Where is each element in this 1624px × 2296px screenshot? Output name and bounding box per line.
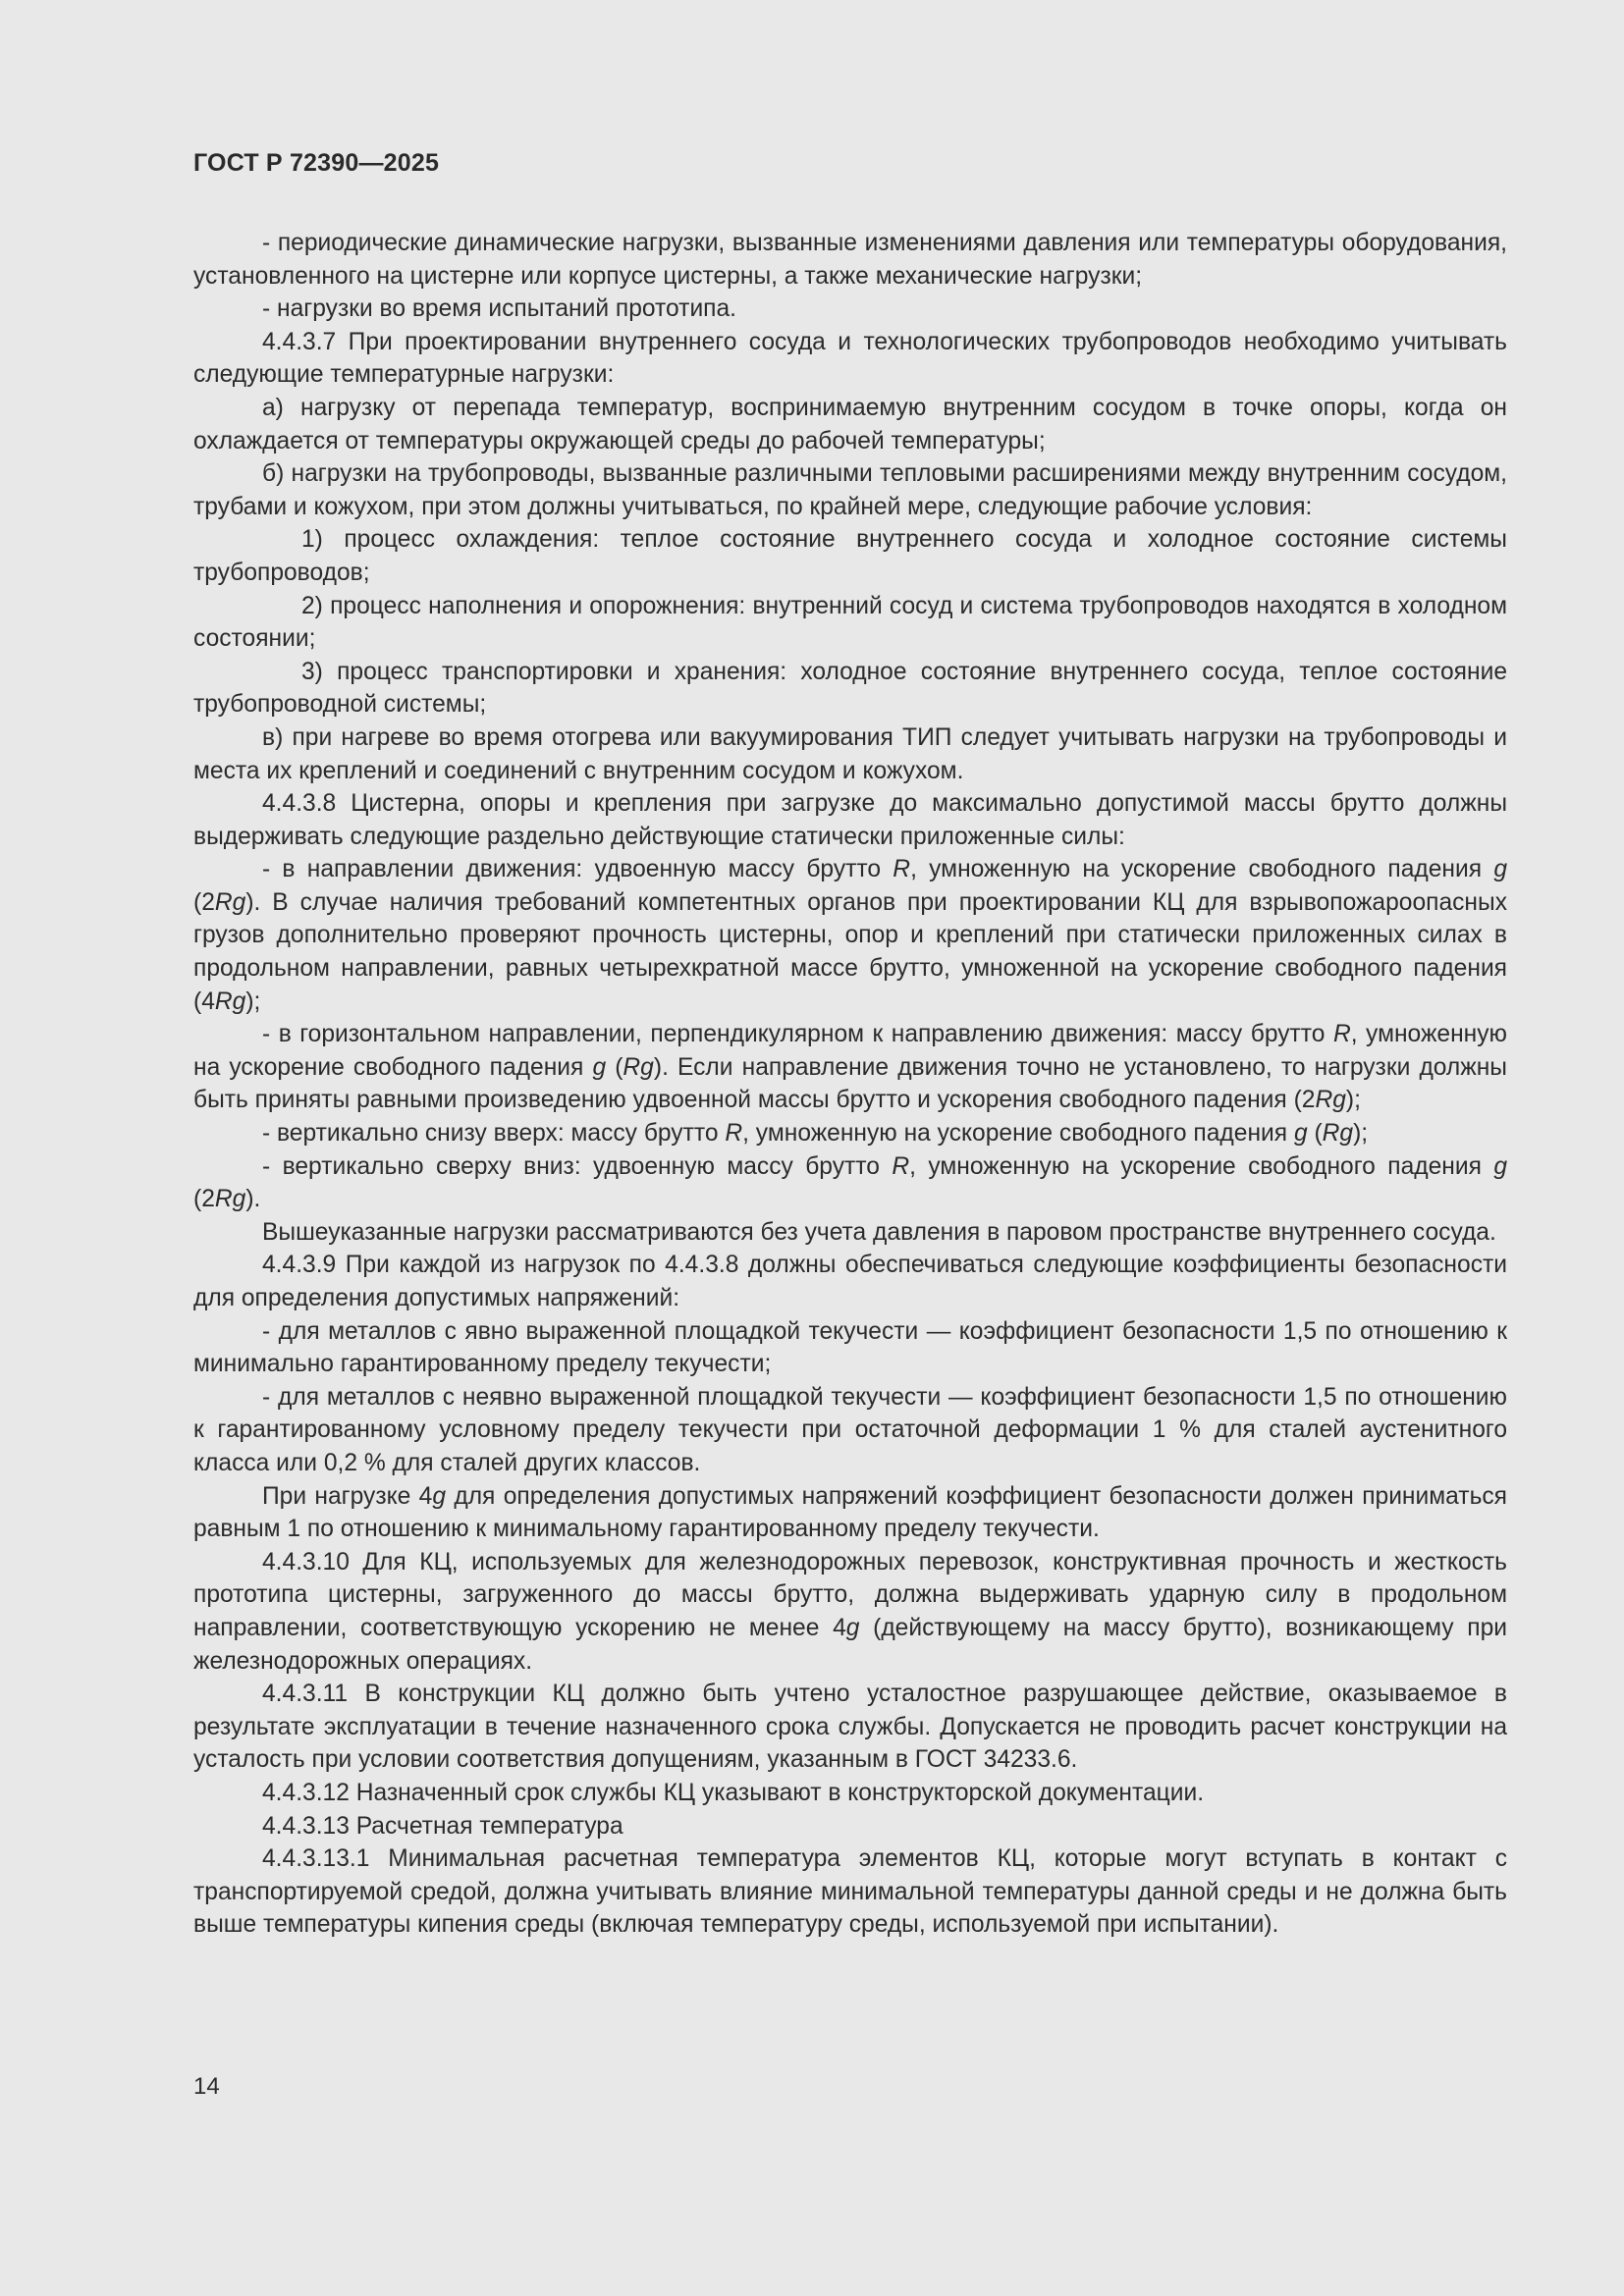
text-run: );	[245, 988, 261, 1015]
italic-symbol: Rg	[214, 888, 246, 916]
paragraph	[193, 1018, 1507, 1117]
text-run: (2	[193, 888, 215, 916]
text-run: - вертикально снизу вверх: массу брутто	[262, 1120, 726, 1148]
page-number: 14	[193, 2073, 220, 2100]
paragraph	[193, 787, 1507, 853]
italic-symbol: Rg	[214, 988, 246, 1015]
paragraph	[193, 1381, 1507, 1480]
paragraph	[193, 853, 1507, 1018]
text-run: - вертикально сверху вниз: удвоенную массу брутто	[262, 1152, 893, 1180]
text-run: , умноженную на ускорение свободного падения	[742, 1120, 1294, 1148]
italic-symbol: g	[1293, 1120, 1308, 1148]
paragraph	[193, 656, 1507, 721]
text-run: (действующему на массу брутто), возникающему при железнодорожных операциях.	[193, 1614, 1507, 1675]
italic-symbol: R	[892, 1152, 910, 1180]
text-run: (	[606, 1053, 623, 1081]
paragraph	[193, 1216, 1507, 1250]
paragraph	[193, 1480, 1507, 1546]
paragraph	[193, 1150, 1507, 1216]
text-run: Вышеуказанные нагрузки рассматриваются без учета давления в паровом пространстве внутреннего сосуда.	[262, 1218, 1496, 1246]
text-run: - для металлов с явно выраженной площадкой текучести — коэффициент безопасности 1,5 по отношению к минимально гарантированному пределу текучести;	[193, 1317, 1507, 1378]
italic-symbol: g	[845, 1614, 860, 1641]
italic-symbol: g	[592, 1053, 607, 1081]
text-run: - периодические динамические нагрузки, вызванные изменениями давления или температуры оборудования, установленного на цистерне или корпусе цистерны, а также механические нагрузки;	[193, 230, 1507, 290]
italic-symbol: Rg	[1322, 1120, 1354, 1148]
text-run: - в горизонтальном направлении, перпендикулярном к направлению движения: массу брутто	[262, 1021, 1333, 1048]
paragraph	[193, 1678, 1507, 1777]
text-run: - в направлении движения: удвоенную массу брутто	[262, 856, 893, 883]
paragraph	[193, 1315, 1507, 1381]
text-run: (2	[193, 1186, 215, 1213]
text-run: );	[1353, 1120, 1369, 1148]
text-run: , умноженную на ускорение свободного падения	[909, 1152, 1494, 1180]
text-run: ). В случае наличия требований компетентных органов при проектировании КЦ для взрывопожароопасных грузов дополнительно проверяют прочность цистерны, опор и креплений при статически приложенных силах в продольном направлении, равных четырехкратной массе брутто, умноженной на ускорение свободного падения (4	[193, 888, 1507, 1015]
text-run: 2) процесс наполнения и опорожнения: внутренний сосуд и система трубопроводов находятся в холодном состоянии;	[193, 592, 1507, 653]
text-run: При нагрузке 4	[262, 1482, 433, 1510]
paragraph	[193, 1810, 1507, 1843]
text-run: ). Если направление движения точно не установлено, то нагрузки должны быть приняты равными произведению удвоенной массы брутто и ускорения свободного падения (2	[193, 1053, 1507, 1114]
paragraph	[193, 326, 1507, 392]
paragraph	[193, 590, 1507, 656]
document-header: ГОСТ Р 72390—2025	[193, 149, 440, 177]
text-run: 4.4.3.8 Цистерна, опоры и крепления при загрузке до максимально допустимой массы брутто должны выдерживать следующие раздельно действующие статически приложенные силы:	[193, 790, 1507, 850]
paragraph	[193, 1249, 1507, 1314]
text-run: 4.4.3.10 Для КЦ, используемых для железнодорожных перевозок, конструктивная прочность и жесткость прототипа цистерны, загруженного до массы брутто, должна выдерживать ударную силу в продольном направлении, соответствующую ускорению не менее 4	[193, 1548, 1507, 1641]
paragraph	[193, 523, 1507, 589]
italic-symbol: Rg	[1315, 1087, 1346, 1114]
text-run: , умноженную на ускорение свободного падения	[910, 856, 1494, 883]
paragraph	[193, 457, 1507, 523]
text-run: для определения допустимых напряжений коэффициент безопасности должен приниматься равным 1 по отношению к минимальному гарантированному пределу текучести.	[193, 1482, 1507, 1543]
paragraph	[193, 227, 1507, 293]
italic-symbol: g	[432, 1482, 447, 1510]
text-run: 1) процесс охлаждения: теплое состояние внутреннего сосуда и холодное состояние системы трубопроводов;	[193, 526, 1507, 586]
text-run: 4.4.3.9 При каждой из нагрузок по 4.4.3.8 должны обеспечиваться следующие коэффициенты безопасности для определения допустимых напряжений:	[193, 1252, 1507, 1311]
text-run: 4.4.3.7 При проектировании внутреннего сосуда и технологических трубопроводов необходимо учитывать следующие температурные нагрузки:	[193, 328, 1507, 389]
text-run: , умноженную на ускорение свободного падения	[193, 1021, 1507, 1081]
paragraph	[193, 1546, 1507, 1678]
text-run: 4.4.3.12 Назначенный срок службы КЦ указывают в конструкторской документации.	[262, 1779, 1205, 1806]
text-run: - нагрузки во время испытаний прототипа.	[262, 295, 737, 323]
text-run: в) при нагреве во время отогрева или вакуумирования ТИП следует учитывать нагрузки на трубопроводы и места их креплений и соединений с внутренним сосудом и кожухом.	[193, 723, 1507, 784]
text-run: 4.4.3.13.1 Минимальная расчетная температура элементов КЦ, которые могут вступать в контакт с транспортируемой средой, должна учитывать влияние минимальной температуры данной среды и не должна быть выше температуры кипения среды (включая температуру среды, используемой при испытании).	[193, 1845, 1507, 1939]
italic-symbol: Rg	[623, 1053, 654, 1081]
italic-symbol: g	[1493, 1152, 1507, 1180]
text-run: 4.4.3.13 Расчетная температура	[262, 1812, 623, 1840]
paragraph	[193, 1777, 1507, 1810]
text-run: - для металлов с неявно выраженной площадкой текучести — коэффициент безопасности 1,5 по отношению к гарантированному условному пределу текучести при остаточной деформации 1 % для сталей аустенитного класса или 0,2 % для сталей других классов.	[193, 1383, 1507, 1476]
italic-symbol: Rg	[214, 1186, 246, 1213]
text-run: (	[1307, 1120, 1323, 1148]
text-run: 4.4.3.11 В конструкции КЦ должно быть учтено усталостное разрушающее действие, оказываемое в результате эксплуатации в течение назначенного срока службы. Допускается не проводить расчет конструкции на усталость при условии соответствия допущениям, указанным в ГОСТ 34233.6.	[193, 1681, 1507, 1774]
italic-symbol: R	[725, 1120, 743, 1148]
italic-symbol: R	[893, 856, 911, 883]
text-run: 3) процесс транспортировки и хранения: холодное состояние внутреннего сосуда, теплое состояние трубопроводной системы;	[193, 658, 1507, 719]
document-body	[193, 227, 1507, 1942]
italic-symbol: g	[1493, 856, 1507, 883]
text-run: а) нагрузку от перепада температур, воспринимаемую внутренним сосудом в точке опоры, когда он охлаждается от температуры окружающей среды до рабочей температуры;	[193, 394, 1507, 454]
paragraph	[193, 1117, 1507, 1150]
paragraph	[193, 392, 1507, 457]
text-run: б) нагрузки на трубопроводы, вызванные различными тепловыми расширениями между внутренним сосудом, трубами и кожухом, при этом должны учитываться, по крайней мере, следующие рабочие условия:	[193, 460, 1507, 520]
paragraph	[193, 293, 1507, 326]
paragraph	[193, 721, 1507, 787]
paragraph	[193, 1842, 1507, 1942]
italic-symbol: R	[1332, 1021, 1351, 1048]
text-run: ).	[245, 1186, 261, 1213]
text-run: );	[1345, 1087, 1361, 1114]
